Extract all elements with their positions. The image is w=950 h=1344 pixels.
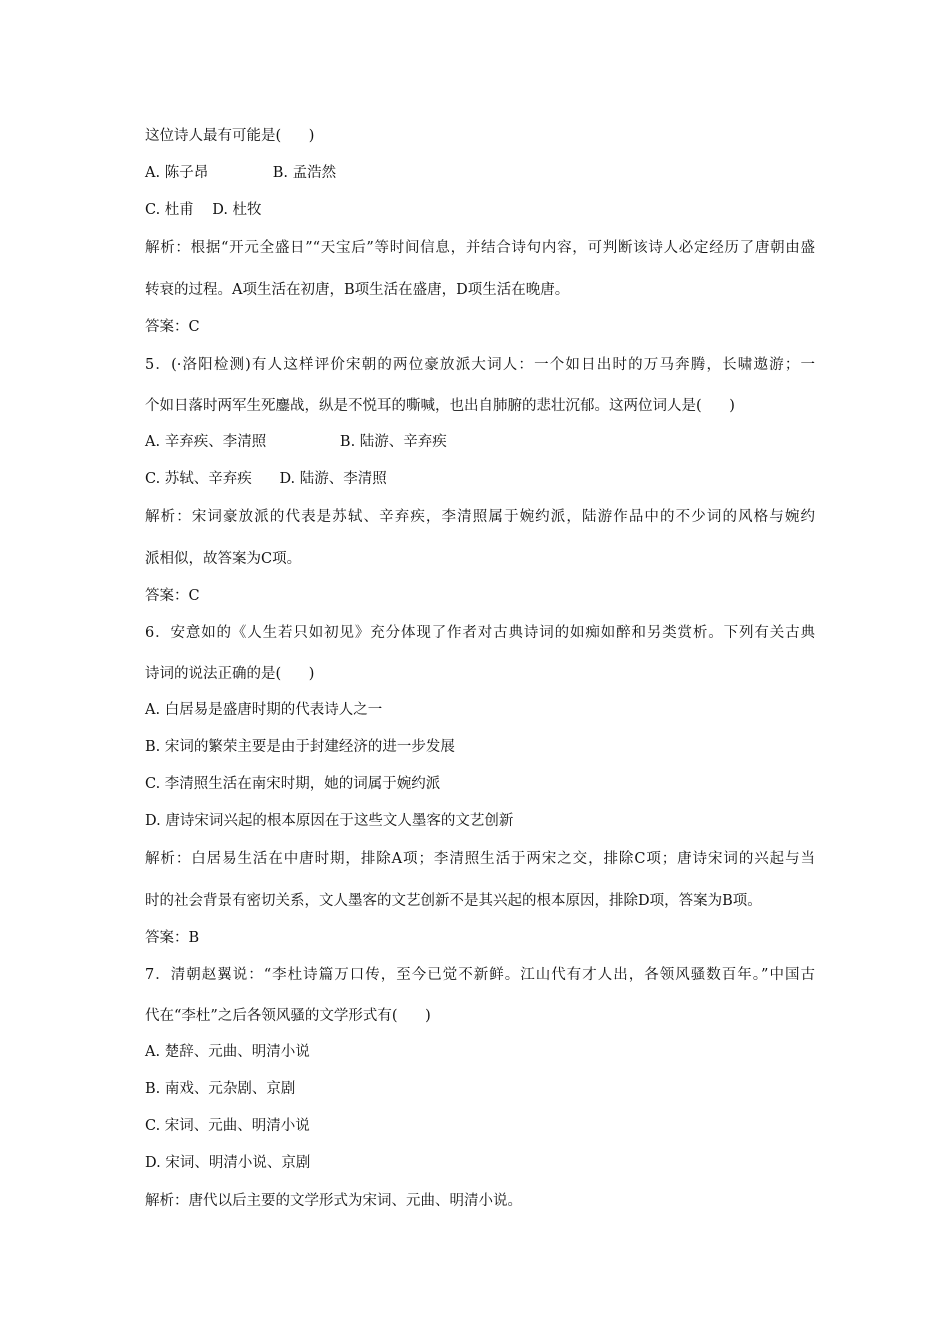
question-5-options-cd: C. 苏轼、辛弃疾 D. 陆游、李清照 (145, 471, 387, 487)
question-4-stem-end: 这位诗人最有可能是( ) (145, 128, 315, 144)
question-4-options-ab: A. 陈子昂 B. 孟浩然 (145, 165, 337, 181)
question-5-stem-line-1: 5．(·洛阳检测)有人这样评价宋朝的两位豪放派大词人：一个如日出时的万马奔腾，长啸遨游；一 (145, 357, 815, 373)
question-5-answer: 答案：C (145, 588, 200, 604)
question-5-explanation-line-1: 解析：宋词豪放派的代表是苏轼、辛弃疾，李清照属于婉约派，陆游作品中的不少词的风格与婉约 (145, 509, 815, 525)
question-6-stem-line-2: 诗词的说法正确的是( ) (145, 666, 315, 682)
question-6-option-d: D. 唐诗宋词兴起的根本原因在于这些文人墨客的文艺创新 (145, 813, 514, 829)
question-7-option-c: C. 宋词、元曲、明清小说 (145, 1118, 310, 1134)
question-7-stem-line-2: 代在“李杜”之后各领风骚的文学形式有( ) (145, 1008, 431, 1024)
question-6-explanation-line-1: 解析：白居易生活在中唐时期，排除A项；李清照生活于两宋之交，排除C项；唐诗宋词的兴起与当 (145, 851, 815, 867)
question-5-explanation-line-2: 派相似，故答案为C项。 (145, 551, 302, 567)
question-6-option-a: A. 白居易是盛唐时期的代表诗人之一 (145, 702, 383, 718)
question-7-option-a: A. 楚辞、元曲、明清小说 (145, 1044, 310, 1060)
question-7-stem-line-1: 7．清朝赵翼说：“李杜诗篇万口传，至今已觉不新鲜。江山代有才人出，各领风骚数百年。”中国古 (145, 967, 815, 983)
question-6-option-c: C. 李清照生活在南宋时期，她的词属于婉约派 (145, 776, 441, 792)
question-7-option-d: D. 宋词、明清小说、京剧 (145, 1155, 311, 1171)
question-4-answer: 答案：C (145, 319, 200, 335)
question-4-options-cd: C. 杜甫 D. 杜牧 (145, 202, 262, 218)
question-6-answer: 答案：B (145, 930, 200, 946)
question-7-option-b: B. 南戏、元杂剧、京剧 (145, 1081, 296, 1097)
question-6-option-b: B. 宋词的繁荣主要是由于封建经济的进一步发展 (145, 739, 455, 755)
question-4-explanation-line-2: 转衰的过程。A项生活在初唐，B项生活在盛唐，D项生活在晚唐。 (145, 282, 570, 298)
question-6-stem-line-1: 6．安意如的《人生若只如初见》充分体现了作者对古典诗词的如痴如醉和另类赏析。下列有关古典 (145, 625, 815, 641)
question-7-explanation: 解析：唐代以后主要的文学形式为宋词、元曲、明清小说。 (145, 1193, 522, 1209)
question-5-options-ab: A. 辛弃疾、李清照 B. 陆游、辛弃疾 (145, 434, 447, 450)
question-4-explanation-line-1: 解析：根据“开元全盛日”“天宝后”等时间信息，并结合诗句内容，可判断该诗人必定经历了唐朝由盛 (145, 240, 815, 256)
question-6-explanation-line-2: 时的社会背景有密切关系，文人墨客的文艺创新不是其兴起的根本原因，排除D项，答案为B项。 (145, 893, 762, 909)
question-5-stem-line-2: 个如日落时两军生死鏖战，纵是不悦耳的嘶喊，也出自肺腑的悲壮沉郁。这两位词人是( ) (145, 398, 735, 414)
